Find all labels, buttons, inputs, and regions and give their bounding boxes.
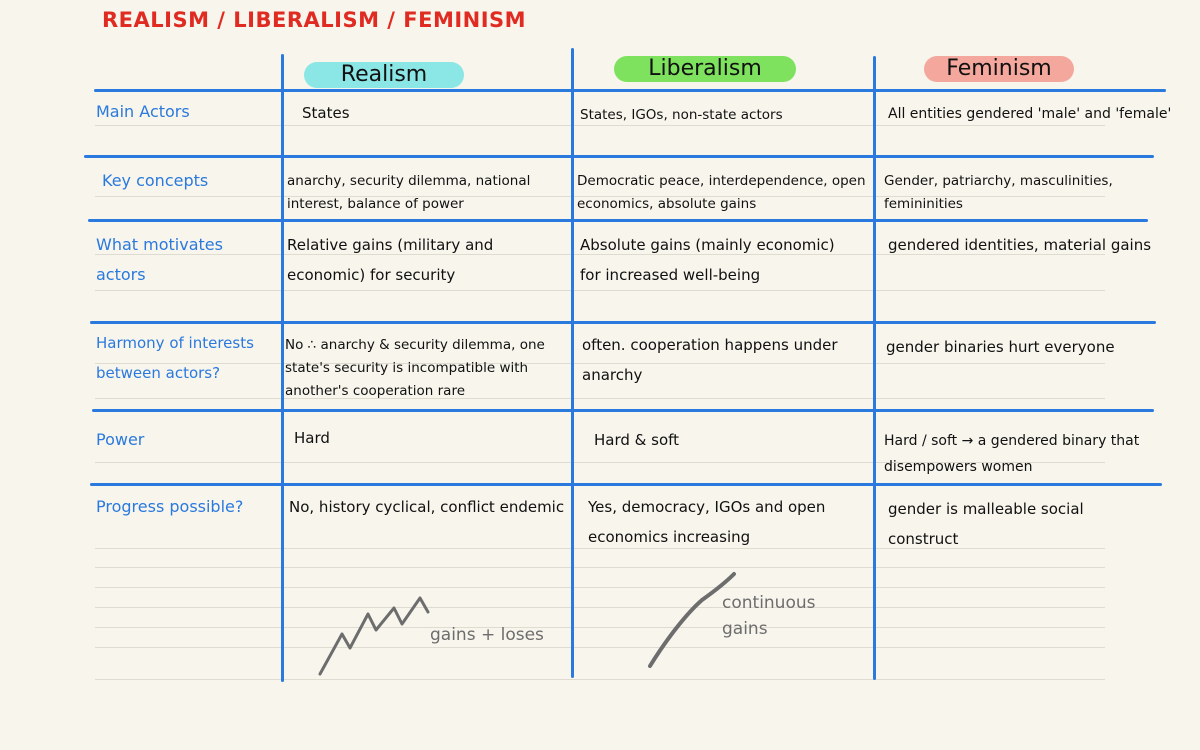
cell-liberalism-actors: States, IGOs, non-state actors <box>580 107 783 123</box>
row-label-main-actors: Main Actors <box>96 102 190 121</box>
cell-feminism-progress: gender is malleable social construct <box>888 500 1084 548</box>
column-header-label: Feminism <box>946 56 1052 81</box>
zigzag-sketch-icon <box>316 590 436 680</box>
column-header-feminism <box>924 56 1074 82</box>
cell-realism-motivation: Relative gains (military and economic) for security <box>287 236 494 284</box>
cell-liberalism-concepts: Democratic peace, interdependence, open economics, absolute gains <box>577 173 866 212</box>
cell-realism-concepts: anarchy, security dilemma, national interest, balance of power <box>287 173 531 212</box>
column-header-realism <box>304 62 464 88</box>
cell-realism-actors: States <box>302 104 350 122</box>
cell-realism-progress: No, history cyclical, conflict endemic <box>289 498 565 516</box>
cell-feminism-motivation: gendered identities, material gains <box>888 236 1152 254</box>
row-label-progress: Progress possible? <box>96 497 244 516</box>
cell-liberalism-motivation: Absolute gains (mainly economic) for increased well-being <box>580 236 835 284</box>
row-label-harmony: Harmony of interests between actors? <box>96 334 254 382</box>
column-header-label: Realism <box>340 62 428 87</box>
liberalism-sketch-note: continuous gains <box>722 593 816 639</box>
cell-realism-harmony: No ∴ anarchy & security dilemma, one state's security is incompatible with another's cooperation rare <box>285 337 545 399</box>
row-label-key-concepts: Key concepts <box>102 171 209 190</box>
cell-feminism-harmony: gender binaries hurt everyone <box>886 338 1115 356</box>
column-header-liberalism <box>614 56 796 82</box>
cell-feminism-actors: All entities gendered 'male' and 'female' <box>888 106 1172 122</box>
cell-feminism-concepts: Gender, patriarchy, masculinities, femininities <box>884 173 1113 212</box>
column-header-label: Liberalism <box>648 56 762 81</box>
realism-sketch-note: gains + loses <box>430 625 544 645</box>
cell-liberalism-harmony: often. cooperation happens under anarchy <box>582 336 838 384</box>
row-label-motivation: What motivates actors <box>96 235 223 284</box>
cell-liberalism-power: Hard & soft <box>594 431 680 449</box>
cell-feminism-power: Hard / soft → a gendered binary that disempowers women <box>884 433 1140 475</box>
cell-liberalism-progress: Yes, democracy, IGOs and open economics increasing <box>588 498 826 546</box>
cell-realism-power: Hard <box>294 429 330 447</box>
row-label-power: Power <box>96 430 145 449</box>
page-title: REALISM / LIBERALISM / FEMINISM <box>102 8 527 32</box>
